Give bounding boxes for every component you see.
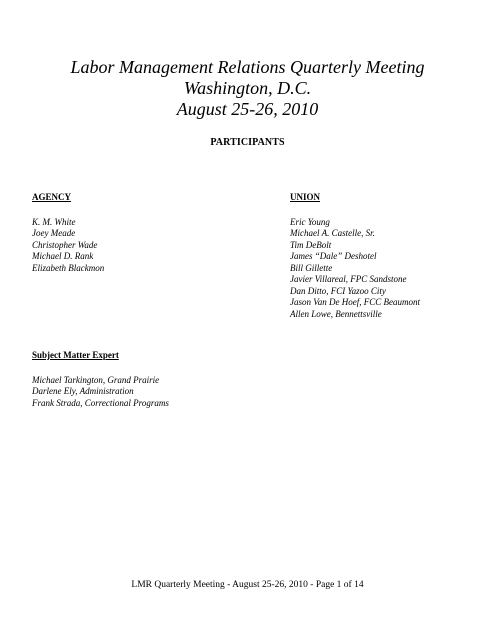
list-item: Javier Villareal, FPC Sandstone [290,274,407,284]
agency-section [32,192,104,274]
list-item: Dan Ditto, FCI Yazoo City [290,285,386,296]
title-line-meeting: Labor Management Relations Quarterly Meeting [70,57,425,77]
agency-list [32,217,104,275]
title-line-date: August 25-26, 2010 [176,99,319,119]
list-item: Michael Tarkington, Grand Prairie [32,374,160,385]
list-item: Michael A. Castelle, Sr. [290,228,375,238]
agency-heading: AGENCY [32,192,72,202]
list-item: James “Dale” Deshotel [290,251,377,261]
list-item: Michael D. Rank [32,251,94,261]
list-item: Christopher Wade [32,239,98,250]
subject-matter-expert-heading: Subject Matter Expert [32,350,119,360]
list-item: Joey Meade [32,228,76,238]
union-heading: UNION [290,192,321,202]
participants-heading: PARTICIPANTS [210,137,285,148]
union-list [290,217,420,321]
list-item: Eric Young [290,216,330,227]
list-item: Elizabeth Blackmon [32,262,105,273]
list-item: Tim DeBolt [290,239,332,250]
list-item: Frank Strada, Correctional Programs [32,397,169,408]
page-footer: LMR Quarterly Meeting - August 25-26, 2010 - Page 1 of 14 [131,580,364,590]
list-item: Jason Van De Hoef, FCC Beaumont [290,297,420,307]
list-item: Bill Gillette [290,262,333,273]
union-section [290,192,420,320]
list-item: K. M. White [32,216,76,227]
list-item: Allen Lowe, Bennettsville [290,308,382,319]
document-title [0,57,495,120]
title-line-location: Washington, D.C. [183,78,312,98]
subject-matter-expert-list [32,375,169,410]
list-item: Darlene Ely, Administration [32,386,134,396]
subject-matter-expert-section [32,350,169,409]
